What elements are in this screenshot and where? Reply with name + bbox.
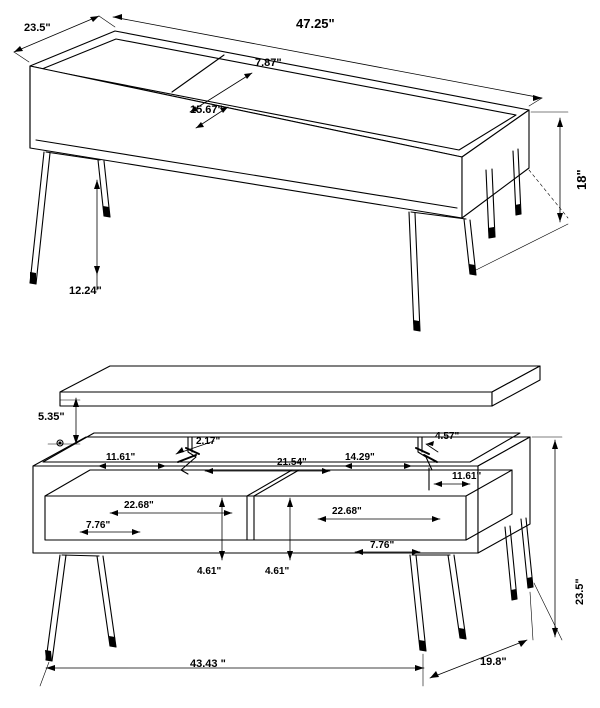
label-top-panel-width: 7.87" (255, 57, 282, 69)
label-compartment-left-width: 22.68" (124, 500, 154, 511)
label-compartment-right-height: 7.76" (370, 540, 395, 551)
label-height-overall: 18" (574, 169, 589, 190)
label-divider-left-height: 4.61" (197, 566, 222, 577)
label-divider-right-height: 4.61" (265, 566, 290, 577)
label-lift-panel-span: 14.29" (345, 452, 375, 463)
label-mechanism-right-arm: 4.57" (435, 431, 460, 442)
label-depth-overall: 23.5" (24, 22, 51, 34)
label-width-overall: 47.25" (296, 16, 335, 31)
label-shelf-left-depth: 11.61" (106, 452, 136, 463)
label-leg-height: 12.24" (69, 285, 102, 297)
label-top-panel-depth: 15.67" (190, 104, 223, 116)
label-base-depth: 19.8" (480, 656, 507, 668)
label-lift-rise: 5.35" (38, 411, 65, 423)
label-overall-height: 23.5" (574, 578, 586, 605)
label-lift-panel-width: 21.54" (277, 457, 307, 468)
label-compartment-left-height: 7.76" (86, 520, 111, 531)
label-compartment-right-width: 22.68" (332, 506, 362, 517)
label-shelf-right-depth: 11.61" (452, 471, 482, 482)
label-mechanism-left-arm: 2.17" (196, 436, 221, 447)
label-base-width: 43.43 " (190, 658, 226, 670)
